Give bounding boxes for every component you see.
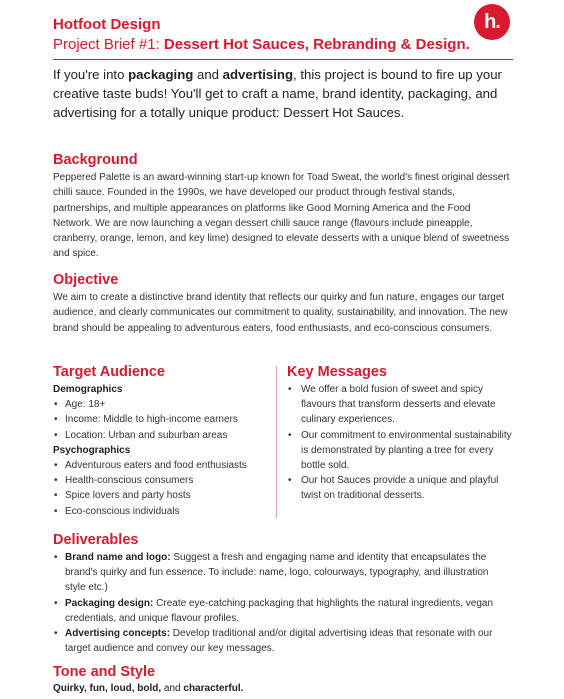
subtitle-main: Dessert Hot Sauces, Rebranding & Design. [163,36,470,53]
intro-bold-advertising: advertising [222,67,294,82]
background-text: Peppered Palette is an award-winning start-up known for Toad Sweat, the world's finest original dessert chilli sauce. Founded in the 1990s, we have developed our product through festival stands, partnerships, and multiple appearances on platforms like Good Morning America and the Food Network. We are now launching a vegan dessert chilli sauce range (flavours include pineapple, cranberry, orange, lemon, and key lime) designed to elevate desserts with a unique blend of sweetness and spice. [53,172,510,260]
deliverable-text: Develop traditional and/or digital advertising ideas that resonate with our target audience and convey our key messages. [65,628,493,655]
intro-text-3: , this project is bound to fire up your creative taste buds! You'll get to craft a name, brand identity, packaging, and advertising for a totally unique product: Dessert Hot Sauces. [53,67,502,120]
list-item: • Our hot Sauces provide a unique and playful twist on traditional desserts. [287,473,517,503]
deliverable-label: Packaging design: [65,597,154,609]
intro-text-2: and [193,67,223,82]
list-item: • Adventurous eaters and food enthusiasts [53,458,273,473]
header-divider [53,59,513,60]
intro-paragraph [53,65,513,122]
key-messages-section [287,364,517,504]
brand-name: Hotfoot Design [53,16,161,33]
psychographics-list [53,458,273,519]
deliverable-text: Create eye-catching packaging that highlights the natural ingredients, vegan credentials, and unique flavour profiles. [65,597,494,624]
target-audience-section [53,364,273,519]
tone-last-word: characterful. [183,683,244,694]
list-item [53,550,511,596]
list-item: • Age: 18+ [53,397,273,412]
objective-text: We aim to create a distinctive brand identity that reflects our quirky and fun nature, engages our target audience, and clearly communicates our commitment to quality, sustainability, and innovation. The new brand should be appealing to adventurous eaters, food enthusiasts, and eco-conscious consumers. [53,292,508,334]
background-heading: Background [53,152,138,168]
list-item [53,596,511,626]
list-item: • We offer a bold fusion of sweet and spicy flavours that transform desserts and elevate culinary experiences. [287,382,517,428]
target-audience-heading: Target Audience [53,364,165,380]
deliverable-text: Suggest a fresh and engaging name and identity that encapsulates the brand's quirky and fun essence. To include: name, logo, colourways, typography, and illustration style etc.) [65,552,489,594]
deliverables-heading: Deliverables [53,532,139,548]
list-item: • Income: Middle to high-income earners [53,412,273,427]
list-item: • Location: Urban and suburban areas [53,428,273,443]
hotfoot-logo: h. [474,4,510,40]
list-item [53,626,511,656]
tone-words: Quirky, fun, loud, bold, [53,683,162,694]
demographics-list [53,397,273,443]
list-item: • Health-conscious consumers [53,473,273,488]
intro-bold-packaging: packaging [128,67,194,82]
key-messages-list [287,382,517,504]
project-subtitle [53,36,470,53]
list-item: • Our commitment to environmental sustainability is demonstrated by planting a tree for every bottle sold. [287,428,517,474]
column-divider [276,366,277,518]
list-item: • Spice lovers and party hosts [53,488,273,503]
key-messages-heading: Key Messages [287,364,387,380]
psychographics-label: Psychographics [53,444,131,456]
deliverable-label: Brand name and logo: [65,552,171,563]
list-item: • Eco-conscious individuals [53,504,273,519]
subtitle-prefix: Project Brief #1: [53,36,164,53]
demographics-label: Demographics [53,384,123,395]
deliverable-label: Advertising concepts: [65,628,171,640]
deliverables-list [53,550,511,656]
intro-text-1: If you're into [53,67,129,82]
tone-heading: Tone and Style [53,664,156,680]
objective-heading: Objective [53,272,119,288]
tone-text [53,683,243,694]
tone-and: and [161,683,184,694]
